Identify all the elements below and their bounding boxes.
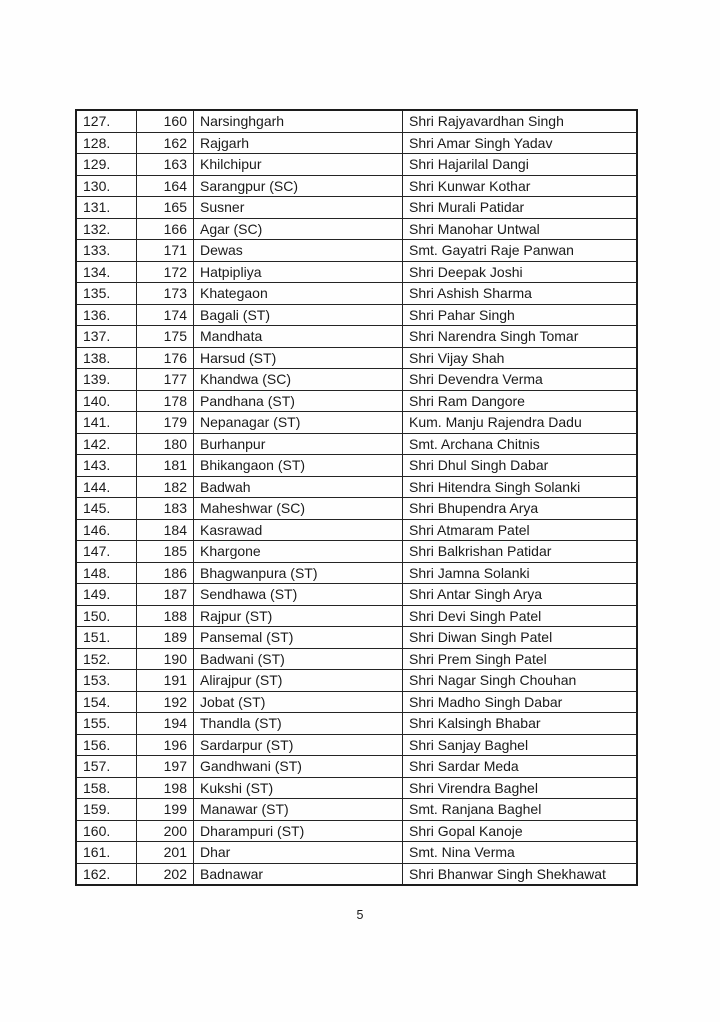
ac-number-cell: 189: [137, 627, 194, 649]
ac-number-cell: 165: [137, 197, 194, 219]
ac-number-cell: 166: [137, 218, 194, 240]
serial-cell: 136.: [76, 304, 137, 326]
serial-cell: 162.: [76, 863, 137, 885]
member-name-cell: Kum. Manju Rajendra Dadu: [403, 412, 638, 434]
ac-number-cell: 199: [137, 799, 194, 821]
ac-number-cell: 179: [137, 412, 194, 434]
member-name-cell: Shri Jamna Solanki: [403, 562, 638, 584]
member-name-cell: Shri Gopal Kanoje: [403, 820, 638, 842]
ac-number-cell: 188: [137, 605, 194, 627]
member-name-cell: Shri Dhul Singh Dabar: [403, 455, 638, 477]
serial-cell: 144.: [76, 476, 137, 498]
member-name-cell: Smt. Gayatri Raje Panwan: [403, 240, 638, 262]
ac-number-cell: 192: [137, 691, 194, 713]
constituency-cell: Dharampuri (ST): [194, 820, 403, 842]
constituency-cell: Gandhwani (ST): [194, 756, 403, 778]
serial-cell: 145.: [76, 498, 137, 520]
constituency-cell: Khandwa (SC): [194, 369, 403, 391]
table-row: [76, 110, 637, 132]
table-row: [76, 541, 637, 563]
table-row: [76, 218, 637, 240]
table-row: [76, 498, 637, 520]
serial-cell: 148.: [76, 562, 137, 584]
ac-number-cell: 196: [137, 734, 194, 756]
member-name-cell: Shri Sanjay Baghel: [403, 734, 638, 756]
member-name-cell: Shri Virendra Baghel: [403, 777, 638, 799]
serial-cell: 141.: [76, 412, 137, 434]
ac-number-cell: 190: [137, 648, 194, 670]
ac-number-cell: 175: [137, 326, 194, 348]
ac-number-cell: 177: [137, 369, 194, 391]
serial-cell: 138.: [76, 347, 137, 369]
member-name-cell: Shri Rajyavardhan Singh: [403, 110, 638, 132]
ac-number-cell: 172: [137, 261, 194, 283]
serial-cell: 140.: [76, 390, 137, 412]
serial-cell: 157.: [76, 756, 137, 778]
member-name-cell: Shri Devi Singh Patel: [403, 605, 638, 627]
member-name-cell: Shri Devendra Verma: [403, 369, 638, 391]
member-name-cell: Shri Bhanwar Singh Shekhawat: [403, 863, 638, 885]
table-row: [76, 799, 637, 821]
table-row: [76, 197, 637, 219]
table-row: [76, 713, 637, 735]
table-row: [76, 326, 637, 348]
serial-cell: 150.: [76, 605, 137, 627]
member-name-cell: Shri Antar Singh Arya: [403, 584, 638, 606]
constituency-cell: Nepanagar (ST): [194, 412, 403, 434]
constituency-cell: Kukshi (ST): [194, 777, 403, 799]
serial-cell: 155.: [76, 713, 137, 735]
serial-cell: 142.: [76, 433, 137, 455]
serial-cell: 133.: [76, 240, 137, 262]
table-row: [76, 842, 637, 864]
constituency-cell: Agar (SC): [194, 218, 403, 240]
constituency-cell: Thandla (ST): [194, 713, 403, 735]
member-name-cell: Shri Kunwar Kothar: [403, 175, 638, 197]
serial-cell: 137.: [76, 326, 137, 348]
ac-number-cell: 185: [137, 541, 194, 563]
ac-number-cell: 173: [137, 283, 194, 305]
serial-cell: 131.: [76, 197, 137, 219]
ac-number-cell: 197: [137, 756, 194, 778]
table-row: [76, 519, 637, 541]
table-row: [76, 691, 637, 713]
serial-cell: 127.: [76, 110, 137, 132]
ac-number-cell: 160: [137, 110, 194, 132]
ac-number-cell: 163: [137, 154, 194, 176]
constituency-cell: Alirajpur (ST): [194, 670, 403, 692]
constituency-cell: Bhagwanpura (ST): [194, 562, 403, 584]
member-name-cell: Shri Pahar Singh: [403, 304, 638, 326]
table-row: [76, 605, 637, 627]
constituency-cell: Bagali (ST): [194, 304, 403, 326]
table-row: [76, 261, 637, 283]
constituency-cell: Mandhata: [194, 326, 403, 348]
member-name-cell: Smt. Archana Chitnis: [403, 433, 638, 455]
table-row: [76, 820, 637, 842]
serial-cell: 132.: [76, 218, 137, 240]
member-name-cell: Shri Hitendra Singh Solanki: [403, 476, 638, 498]
member-name-cell: Shri Ram Dangore: [403, 390, 638, 412]
serial-cell: 154.: [76, 691, 137, 713]
constituency-cell: Harsud (ST): [194, 347, 403, 369]
constituency-cell: Badwah: [194, 476, 403, 498]
constituency-cell: Susner: [194, 197, 403, 219]
table-row: [76, 347, 637, 369]
serial-cell: 143.: [76, 455, 137, 477]
serial-cell: 147.: [76, 541, 137, 563]
ac-number-cell: 176: [137, 347, 194, 369]
member-name-cell: Shri Vijay Shah: [403, 347, 638, 369]
table-row: [76, 584, 637, 606]
constituency-cell: Burhanpur: [194, 433, 403, 455]
table-row: [76, 283, 637, 305]
ac-number-cell: 178: [137, 390, 194, 412]
constituency-cell: Rajgarh: [194, 132, 403, 154]
serial-cell: 129.: [76, 154, 137, 176]
member-name-cell: Smt. Ranjana Baghel: [403, 799, 638, 821]
member-name-cell: Shri Kalsingh Bhabar: [403, 713, 638, 735]
constituency-cell: Pansemal (ST): [194, 627, 403, 649]
ac-number-cell: 164: [137, 175, 194, 197]
serial-cell: 151.: [76, 627, 137, 649]
serial-cell: 158.: [76, 777, 137, 799]
ac-number-cell: 186: [137, 562, 194, 584]
ac-number-cell: 162: [137, 132, 194, 154]
constituency-cell: Khargone: [194, 541, 403, 563]
serial-cell: 128.: [76, 132, 137, 154]
constituency-cell: Sardarpur (ST): [194, 734, 403, 756]
ac-number-cell: 200: [137, 820, 194, 842]
constituency-cell: Jobat (ST): [194, 691, 403, 713]
table-row: [76, 863, 637, 885]
serial-cell: 160.: [76, 820, 137, 842]
serial-cell: 159.: [76, 799, 137, 821]
constituency-cell: Maheshwar (SC): [194, 498, 403, 520]
member-name-cell: Shri Ashish Sharma: [403, 283, 638, 305]
table-row: [76, 240, 637, 262]
ac-number-cell: 194: [137, 713, 194, 735]
page-number: 5: [356, 908, 364, 922]
table-row: [76, 154, 637, 176]
serial-cell: 152.: [76, 648, 137, 670]
table-row: [76, 304, 637, 326]
ac-number-cell: 187: [137, 584, 194, 606]
table-row: [76, 476, 637, 498]
table-row: [76, 777, 637, 799]
table-row: [76, 734, 637, 756]
ac-number-cell: 180: [137, 433, 194, 455]
constituency-cell: Badnawar: [194, 863, 403, 885]
table-row: [76, 132, 637, 154]
serial-cell: 130.: [76, 175, 137, 197]
member-name-cell: Shri Nagar Singh Chouhan: [403, 670, 638, 692]
table-row: [76, 562, 637, 584]
serial-cell: 161.: [76, 842, 137, 864]
ac-number-cell: 182: [137, 476, 194, 498]
member-name-cell: Smt. Nina Verma: [403, 842, 638, 864]
members-table: [75, 109, 638, 886]
member-name-cell: Shri Bhupendra Arya: [403, 498, 638, 520]
table-row: [76, 412, 637, 434]
serial-cell: 156.: [76, 734, 137, 756]
ac-number-cell: 183: [137, 498, 194, 520]
table-row: [76, 369, 637, 391]
constituency-cell: Narsinghgarh: [194, 110, 403, 132]
member-name-cell: Shri Deepak Joshi: [403, 261, 638, 283]
ac-number-cell: 198: [137, 777, 194, 799]
member-name-cell: Shri Manohar Untwal: [403, 218, 638, 240]
constituency-cell: Rajpur (ST): [194, 605, 403, 627]
member-name-cell: Shri Diwan Singh Patel: [403, 627, 638, 649]
members-table-body: [76, 110, 637, 885]
serial-cell: 149.: [76, 584, 137, 606]
constituency-cell: Pandhana (ST): [194, 390, 403, 412]
table-row: [76, 175, 637, 197]
table-row: [76, 627, 637, 649]
ac-number-cell: 201: [137, 842, 194, 864]
constituency-cell: Dhar: [194, 842, 403, 864]
table-row: [76, 648, 637, 670]
table-row: [76, 670, 637, 692]
ac-number-cell: 184: [137, 519, 194, 541]
member-name-cell: Shri Sardar Meda: [403, 756, 638, 778]
constituency-cell: Hatpipliya: [194, 261, 403, 283]
member-name-cell: Shri Atmaram Patel: [403, 519, 638, 541]
serial-cell: 135.: [76, 283, 137, 305]
serial-cell: 139.: [76, 369, 137, 391]
table-row: [76, 756, 637, 778]
member-name-cell: Shri Murali Patidar: [403, 197, 638, 219]
constituency-cell: Sendhawa (ST): [194, 584, 403, 606]
member-name-cell: Shri Madho Singh Dabar: [403, 691, 638, 713]
member-name-cell: Shri Prem Singh Patel: [403, 648, 638, 670]
constituency-cell: Badwani (ST): [194, 648, 403, 670]
member-name-cell: Shri Narendra Singh Tomar: [403, 326, 638, 348]
member-name-cell: Shri Amar Singh Yadav: [403, 132, 638, 154]
table-row: [76, 433, 637, 455]
constituency-cell: Dewas: [194, 240, 403, 262]
ac-number-cell: 171: [137, 240, 194, 262]
ac-number-cell: 191: [137, 670, 194, 692]
table-row: [76, 455, 637, 477]
member-name-cell: Shri Balkrishan Patidar: [403, 541, 638, 563]
constituency-cell: Kasrawad: [194, 519, 403, 541]
constituency-cell: Khilchipur: [194, 154, 403, 176]
table-row: [76, 390, 637, 412]
serial-cell: 153.: [76, 670, 137, 692]
constituency-cell: Manawar (ST): [194, 799, 403, 821]
serial-cell: 134.: [76, 261, 137, 283]
ac-number-cell: 174: [137, 304, 194, 326]
ac-number-cell: 202: [137, 863, 194, 885]
member-name-cell: Shri Hajarilal Dangi: [403, 154, 638, 176]
constituency-cell: Bhikangaon (ST): [194, 455, 403, 477]
ac-number-cell: 181: [137, 455, 194, 477]
serial-cell: 146.: [76, 519, 137, 541]
constituency-cell: Khategaon: [194, 283, 403, 305]
constituency-cell: Sarangpur (SC): [194, 175, 403, 197]
